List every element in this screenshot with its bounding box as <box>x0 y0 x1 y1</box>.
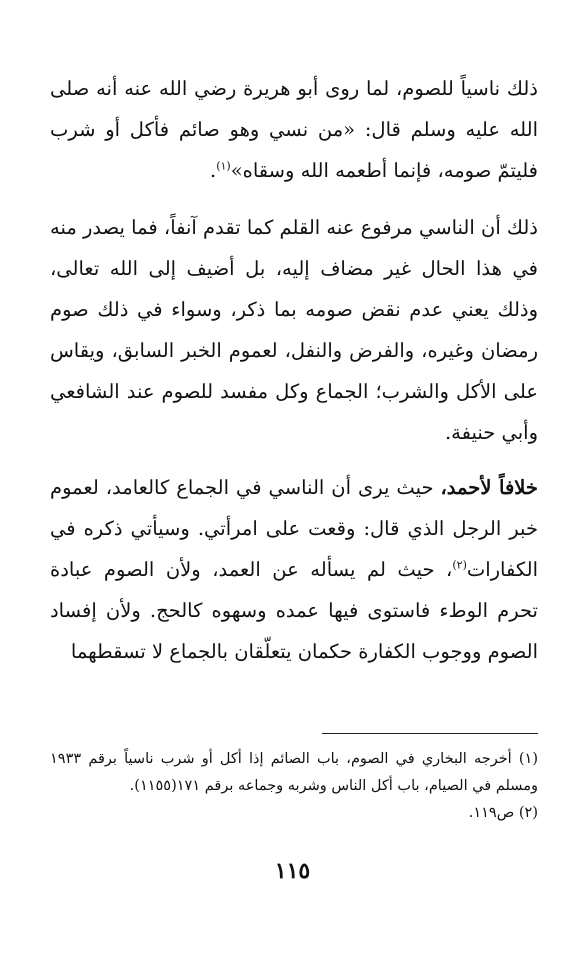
footnote-divider <box>322 733 538 734</box>
paragraph-2 <box>50 207 538 453</box>
footnotes <box>50 746 538 827</box>
paragraph-3 <box>50 467 538 672</box>
paragraph-3-lead: خلافاً لأحمد، <box>440 476 538 499</box>
main-text <box>50 68 538 686</box>
paragraph-3-text-cont: ، حيث لم يسأله عن العمد، ولأن الصوم عبادة تحرم الوطء فاستوى فيها عمده وسهوه كالحج. ولأن إفساد الصوم ووجوب الكفارة حكمان يتعلّقان بالجماع لا تسقطهما <box>50 558 538 663</box>
paragraph-1 <box>50 68 538 191</box>
footnote-1: (١) أخرجه البخاري في الصوم، باب الصائم إذا أكل أو شرب ناسياً برقم ١٩٣٣ ومسلم في الصيام، باب أكل الناس وشربه وجماعه برقم ١٧١(١١٥٥). <box>50 751 538 794</box>
paragraph-1-end: . <box>209 159 217 182</box>
footnote-ref-2[interactable]: (٢) <box>452 558 467 572</box>
footnote-2: (٢) ص١١٩. <box>468 805 538 821</box>
page-number: ١١٥ <box>274 858 311 884</box>
paragraph-3-text: حيث يرى أن الناسي في الجماع كالعامد، لعموم خبر الرجل الذي قال: وقعت على امرأتي. وسيأتي ذكره في الكفارات <box>50 476 538 581</box>
footnote-ref-1[interactable]: (١) <box>216 159 231 173</box>
paragraph-1-text: ذلك ناسياً للصوم، لما روى أبو هريرة رضي الله عنه أنه صلى الله عليه وسلم قال: «من نسي وهو صائم فأكل أو شرب فليتمّ صومه، فإنما أطعمه الله وسقاه» <box>50 77 538 182</box>
paragraph-2-text: ذلك أن الناسي مرفوع عنه القلم كما تقدم آنفاً، فما يصدر منه في هذا الحال غير مضاف إليه، بل أضيف إلى الله تعالى، وذلك يعني عدم نقض صومه بما ذكر، وسواء في ذلك صوم رمضان وغيره، والفرض والنفل، لعموم الخبر السابق، ويقاس على الأكل والشرب؛ الجماع وكل مفسد للصوم عند الشافعي وأبي حنيفة. <box>50 216 538 444</box>
